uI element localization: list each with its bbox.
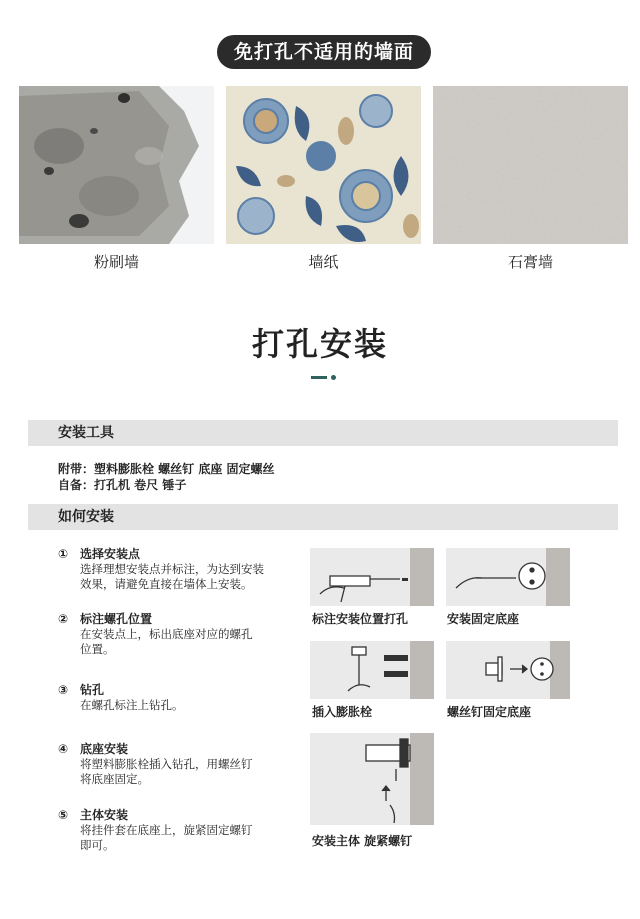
wallpaper-image bbox=[226, 86, 421, 244]
step-2-desc bbox=[80, 627, 280, 657]
base-install-illustration bbox=[446, 548, 570, 606]
step-2-desc-line2: 位置。 bbox=[80, 642, 115, 656]
anchor-illustration bbox=[310, 641, 434, 699]
step-4-number: ④ bbox=[58, 742, 69, 756]
gypsum-wall-label: 石膏墙 bbox=[507, 253, 553, 271]
section-title: 打孔安装 bbox=[251, 325, 388, 363]
step-1-title-text: 选择安装点 bbox=[80, 547, 141, 561]
step-2-title bbox=[58, 610, 152, 627]
title-underline bbox=[311, 376, 327, 379]
step-2-desc-line1: 在安装点上，标出底座对应的螺孔 bbox=[80, 627, 253, 641]
tools-section-bar bbox=[28, 420, 618, 446]
tools-self-prepared: 自备：打孔机 卷尺 锤子 bbox=[58, 478, 187, 492]
step-5-title bbox=[58, 806, 128, 823]
step-3-title bbox=[58, 681, 104, 698]
caption-anchor: 插入膨胀栓 bbox=[312, 705, 373, 719]
caption-base-install: 安装固定底座 bbox=[447, 612, 520, 626]
plaster-wall-image bbox=[19, 86, 214, 244]
step-4-desc bbox=[80, 757, 280, 787]
plaster-wall-label: 粉刷墙 bbox=[93, 253, 139, 271]
step-1-desc-line2: 效果，请避免直接在墙体上安装。 bbox=[80, 577, 253, 591]
step-5-desc-line2: 即可。 bbox=[80, 838, 115, 852]
step-5-desc-line1: 将挂件套在底座上，旋紧固定螺钉 bbox=[80, 823, 253, 837]
step-2-number: ② bbox=[58, 612, 69, 626]
step-1-desc bbox=[80, 562, 280, 592]
step-1-title bbox=[58, 545, 140, 562]
title-underline-dot bbox=[331, 375, 336, 380]
screw-base-illustration bbox=[446, 641, 570, 699]
caption-screw-base: 螺丝钉固定底座 bbox=[447, 705, 532, 719]
gypsum-wall-image bbox=[433, 86, 628, 244]
step-3-title-text: 钻孔 bbox=[80, 683, 105, 697]
step-4-title bbox=[58, 740, 128, 757]
banner-title: 免打孔不适用的墙面 bbox=[217, 35, 431, 69]
step-2-title-text: 标注螺孔位置 bbox=[80, 612, 153, 626]
wallpaper-label: 墙纸 bbox=[308, 253, 339, 271]
drill-illustration bbox=[310, 548, 434, 606]
tools-included: 附带：塑料膨胀栓 螺丝钉 底座 固定螺丝 bbox=[58, 462, 275, 476]
caption-drill: 标注安装位置打孔 bbox=[312, 612, 409, 626]
caption-main-body: 安装主体 旋紧螺钉 bbox=[312, 834, 413, 848]
step-1-number: ① bbox=[58, 547, 69, 561]
step-4-desc-line1: 将塑料膨胀栓插入钻孔，用螺丝钉 bbox=[80, 757, 253, 771]
step-3-desc bbox=[80, 698, 280, 713]
main-body-illustration bbox=[310, 733, 434, 825]
tools-heading: 安装工具 bbox=[58, 425, 114, 441]
step-1-desc-line1: 选择理想安装点并标注，为达到安装 bbox=[80, 562, 264, 576]
step-3-number: ③ bbox=[58, 683, 69, 697]
step-4-title-text: 底座安装 bbox=[80, 742, 129, 756]
step-3-desc-line1: 在螺孔标注上钻孔。 bbox=[80, 698, 184, 712]
step-5-title-text: 主体安装 bbox=[80, 808, 129, 822]
step-5-number: ⑤ bbox=[58, 808, 69, 822]
install-section-bar bbox=[28, 504, 618, 530]
step-5-desc bbox=[80, 823, 280, 853]
step-4-desc-line2: 将底座固定。 bbox=[80, 772, 149, 786]
install-heading: 如何安装 bbox=[58, 509, 114, 525]
